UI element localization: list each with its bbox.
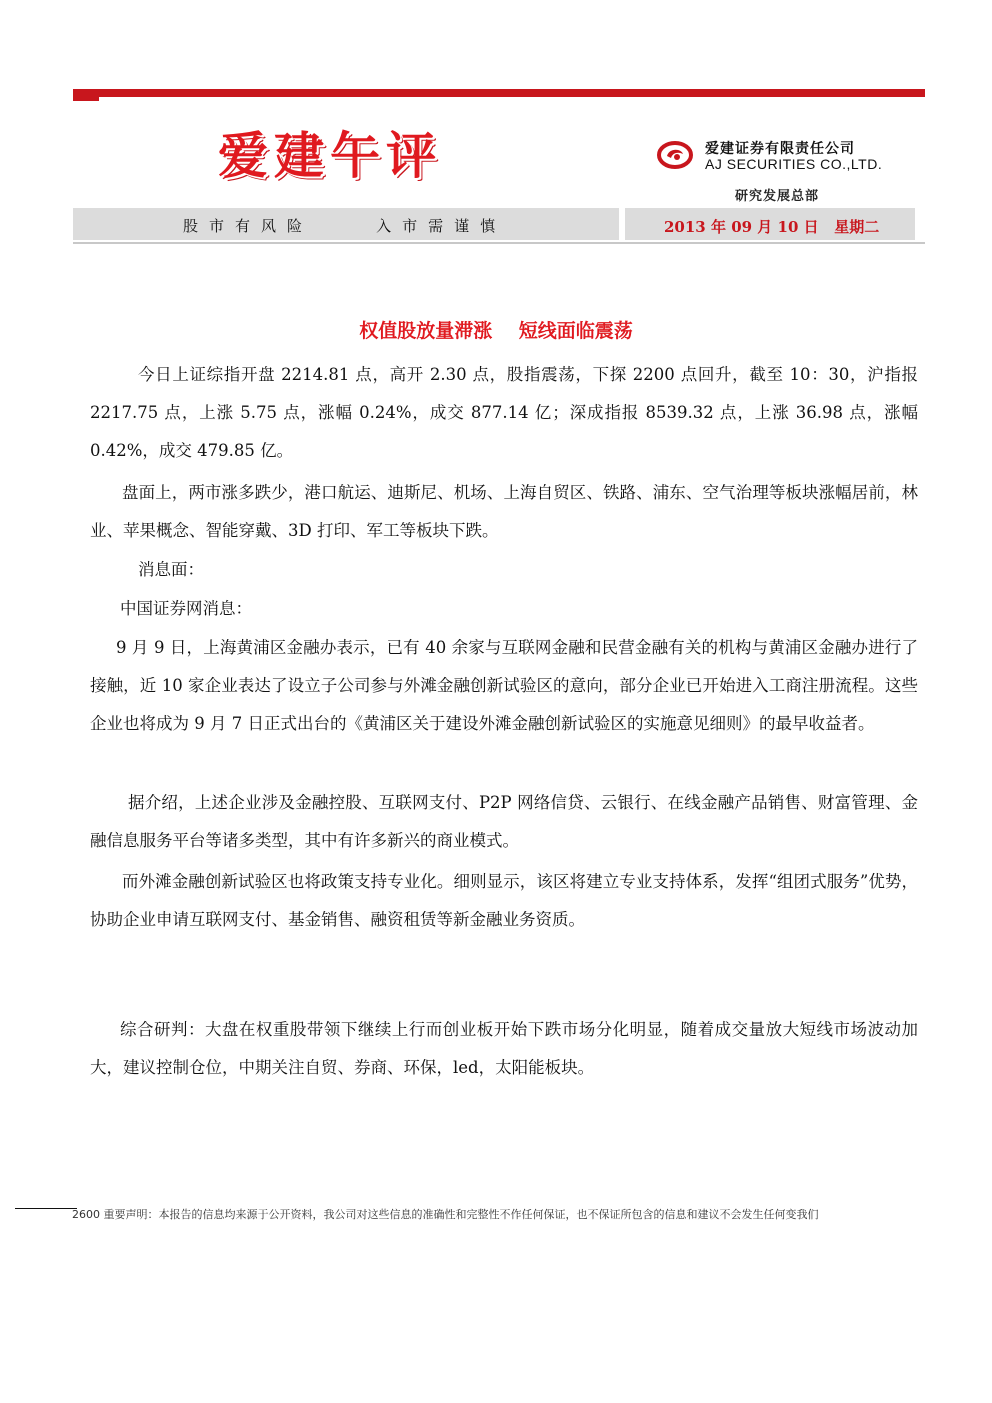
header-top-bar bbox=[73, 89, 925, 97]
brand-title: 爱建午评 bbox=[218, 127, 442, 185]
footer-rule bbox=[15, 1208, 77, 1209]
paragraph-news-source: 中国证券网消息： bbox=[120, 599, 252, 618]
company-name-cn: 爱建证券有限责任公司 bbox=[705, 141, 855, 157]
paragraph-market-open: 今日上证综指开盘 2214.81 点，高开 2.30 点，股指震荡，下探 2200 点回升，截至 10：30，沪指报 2217.75 点，上涨 5.75 点，涨幅 0.24%，成交 877.14 亿；深成指报 8539.32 点，上涨 36.98 点，涨幅 0.42%，成交 479.85 亿。 bbox=[90, 365, 918, 460]
company-name-en: AJ SECURITIES CO.,LTD. bbox=[705, 156, 883, 172]
header-top-bar-notch bbox=[73, 97, 99, 101]
article-headline: 权值股放量滞涨 短线面临震荡 bbox=[359, 320, 633, 342]
paragraph-huangpu-news: 9 月 9 日，上海黄浦区金融办表示，已有 40 余家与互联网金融和民营金融有关的机构与黄浦区金融办进行了接触，近 10 家企业表达了设立子公司参与外滩金融创新试验区的意向，部分企业已开始进入工商注册流程。这些企业也将成为 9 月 7 日正式出台的《黄浦区关于建设外滩金融创新试验区的实施意见细则》的最早收益者。 bbox=[90, 638, 918, 733]
company-logo-icon bbox=[657, 140, 693, 170]
paragraph-summary: 综合研判：大盘在权重股带领下继续上行而创业板开始下跌市场分化明显，随着成交量放大短线市场波动加大，建议控制仓位，中期关注自贸、券商、环保，led，太阳能板块。 bbox=[90, 1020, 918, 1077]
paragraph-enterprise-types: 据介绍，上述企业涉及金融控股、互联网支付、P2P 网络信贷、云银行、在线金融产品销售、财富管理、金融信息服务平台等诸多类型，其中有许多新兴的商业模式。 bbox=[90, 793, 918, 850]
department-label: 研究发展总部 bbox=[735, 189, 820, 204]
paragraph-policy-support: 而外滩金融创新试验区也将政策支持专业化。细则显示，该区将建立专业支持体系，发挥“组团式服务”优势，协助企业申请互联网支付、基金销售、融资租赁等新金融业务资质。 bbox=[90, 872, 918, 929]
report-date: 2013 年 09 月 10 日 星期二 bbox=[664, 218, 880, 236]
header-divider bbox=[73, 242, 925, 244]
paragraph-sectors: 盘面上，两市涨多跌少，港口航运、迪斯尼、机场、上海自贸区、铁路、浦东、空气治理等板块涨幅居前，林业、苹果概念、智能穿戴、3D 打印、军工等板块下跌。 bbox=[90, 483, 918, 540]
paragraph-news-label: 消息面： bbox=[138, 560, 204, 579]
risk-slogan: 股市有风险 入市需谨慎 bbox=[183, 217, 507, 235]
footer-disclaimer: 2600 重要声明：本报告的信息均来源于公开资料，我公司对这些信息的准确性和完整性不作任何保证，也不保证所包含的信息和建议不会发生任何变我们 bbox=[72, 1208, 819, 1221]
